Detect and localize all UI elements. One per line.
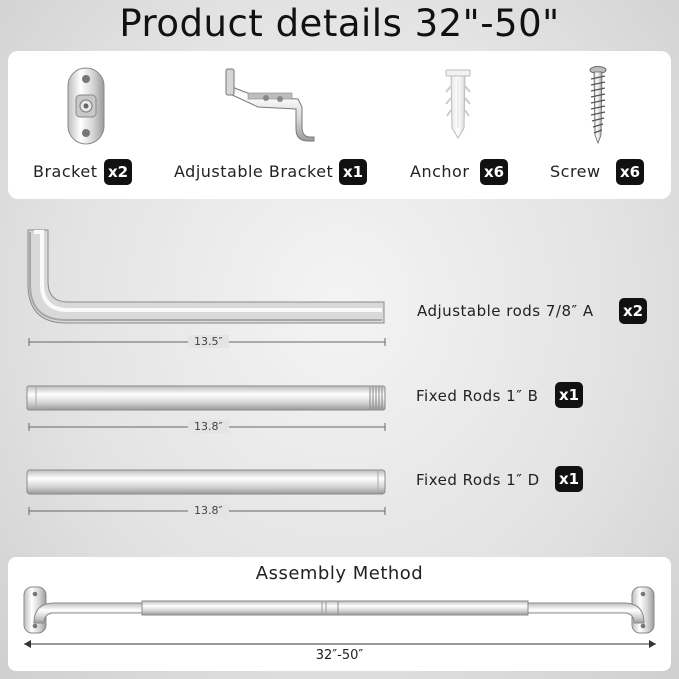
screw-label: Screw [550,162,601,181]
anchor-qty-badge: x6 [480,159,508,185]
assembled-rod-image [20,585,660,637]
screw-qty-badge: x6 [616,159,644,185]
rod-d-label: Fixed Rods 1″ D [416,471,540,489]
anchor-icon [442,68,474,142]
bracket-icon [63,65,109,147]
screw-icon [585,65,611,145]
adjustable-bracket-icon [218,67,318,143]
rod-a-length: 13.5″ [188,335,229,348]
assembly-range: 32″-50″ [315,648,364,663]
fixed-rod-d-image [26,469,386,495]
rod-d-qty-badge: x1 [555,466,583,492]
adjustable-rod-a-image [26,226,388,328]
adjustable-bracket-qty-badge: x1 [339,159,367,185]
bracket-qty-badge: x2 [104,159,132,185]
rod-d-length: 13.8″ [188,504,229,517]
rod-a-qty-badge: x2 [619,298,647,324]
rod-b-label: Fixed Rods 1″ B [416,387,539,405]
rod-b-length: 13.8″ [188,420,229,433]
page-title: Product details 32"-50" [119,2,560,45]
fixed-rod-b-image [26,385,386,411]
bracket-label: Bracket [33,162,98,181]
rod-a-label: Adjustable rods 7/8″ A [417,302,594,320]
anchor-label: Anchor [410,162,470,181]
adjustable-bracket-label: Adjustable Bracket [174,162,334,181]
rod-b-qty-badge: x1 [555,382,583,408]
assembly-title: Assembly Method [255,563,424,584]
